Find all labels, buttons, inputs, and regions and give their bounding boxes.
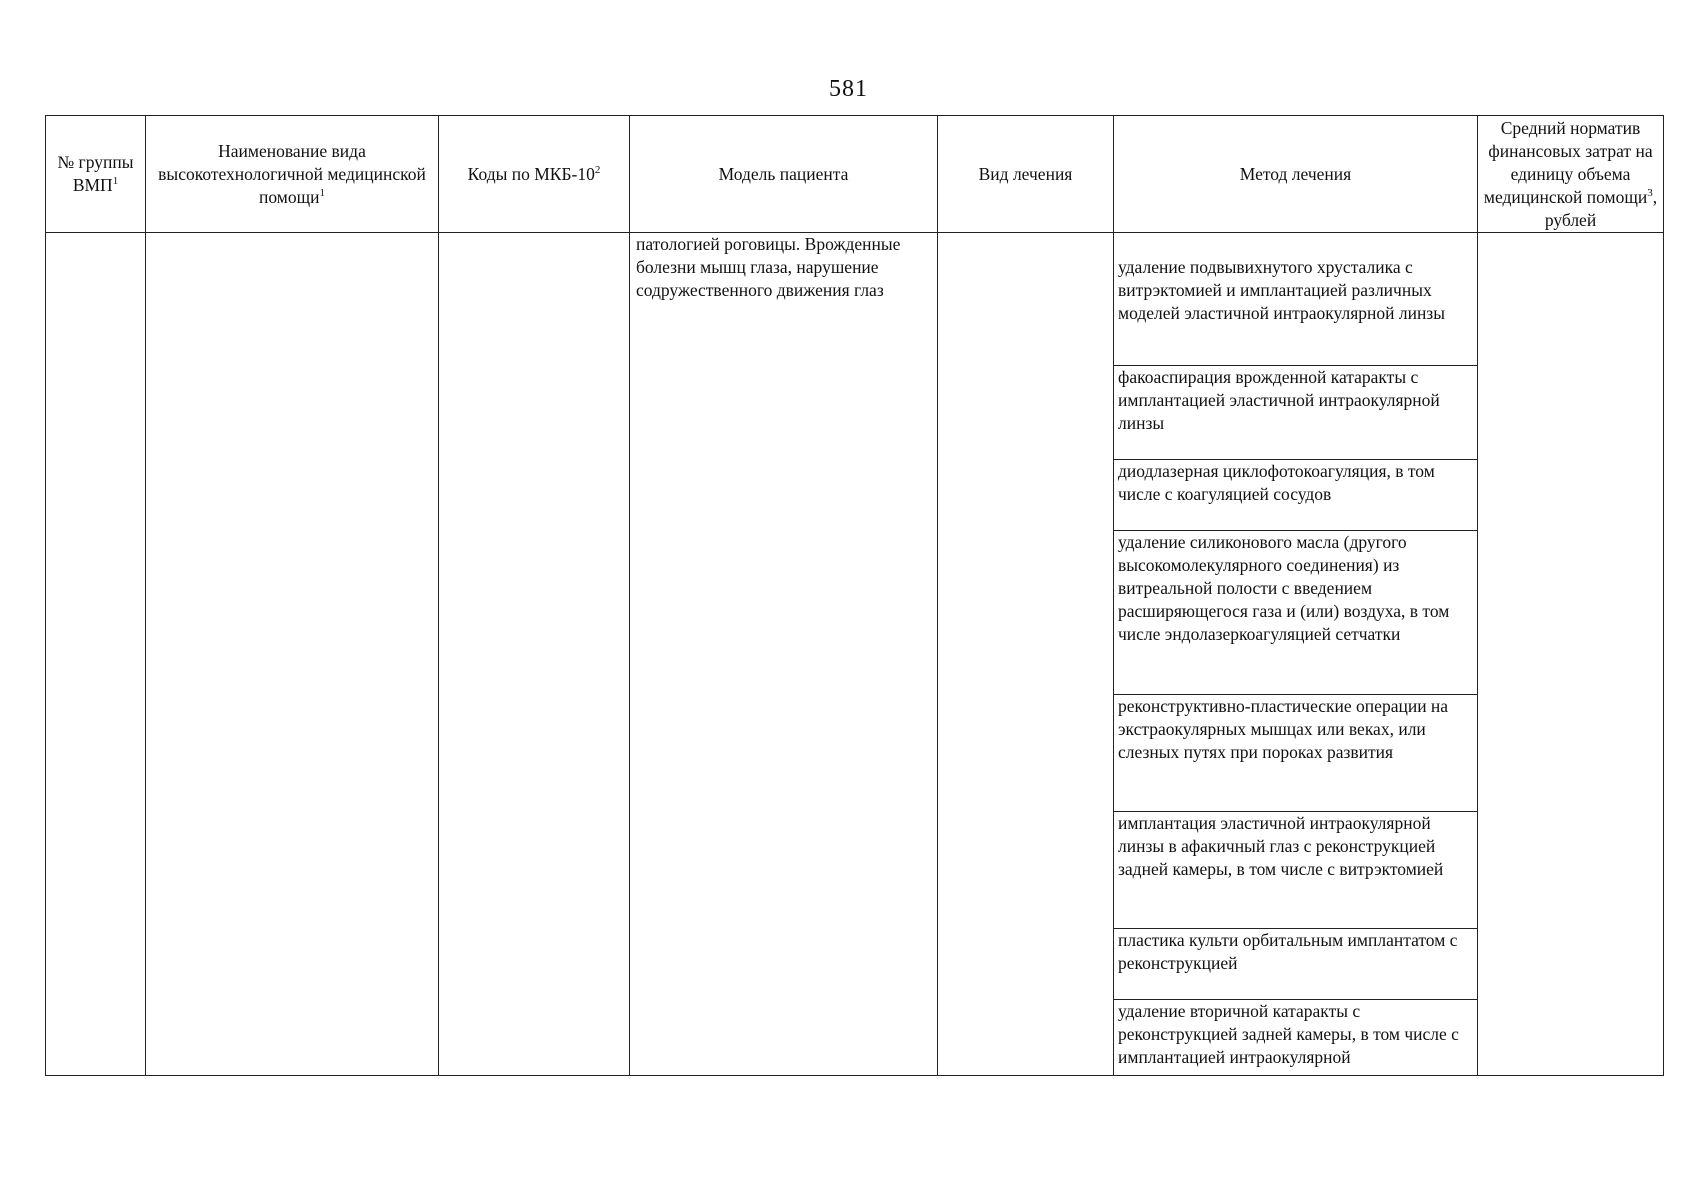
cell-group-no bbox=[46, 233, 146, 1076]
header-type-name: Наименование вида высокотехнологичной медицинской помощи$^1$ bbox=[146, 116, 439, 233]
header-cost-norm: Средний норматив финансовых затрат на единицу объема медицинской помощи$^3$, рублей bbox=[1478, 116, 1664, 233]
cell-patient-model: патологией роговицы. Врожденные болезни мышц глаза, нарушение содружественного движения глаз bbox=[630, 233, 938, 1076]
cell-type-name bbox=[146, 233, 439, 1076]
table-header-row bbox=[46, 116, 1664, 233]
method-item: диодлазерная циклофотокоагуляция, в том числе с коагуляцией сосудов bbox=[1114, 460, 1477, 531]
header-treatment-method: Метод лечения bbox=[1114, 116, 1478, 233]
methods-top-gap bbox=[1114, 233, 1477, 256]
cell-treatment-type bbox=[938, 233, 1114, 1076]
treatment-table bbox=[45, 115, 1664, 1076]
header-group-no: № группы ВМП$^1$ bbox=[46, 116, 146, 233]
cell-cost bbox=[1478, 233, 1664, 1076]
header-patient-model: Модель пациента bbox=[630, 116, 938, 233]
table-row bbox=[46, 233, 1664, 1076]
method-item: пластика культи орбитальным имплантатом с реконструкцией bbox=[1114, 929, 1477, 1000]
header-icd-codes: Коды по МКБ-$10^2$ bbox=[439, 116, 630, 233]
method-item: удаление силиконового масла (другого высокомолекулярного соединения) из витреальной полости с введением расширяющегося газа и (или) воздуха, в том числе эндолазеркоагуляцией сетчатки bbox=[1114, 531, 1477, 695]
cell-icd-codes bbox=[439, 233, 630, 1076]
page-number: 581 bbox=[829, 76, 868, 102]
method-item: факоаспирация врожденной катаракты с имплантацией эластичной интраокулярной линзы bbox=[1114, 366, 1477, 460]
method-item: удаление вторичной катаракты с реконструкцией задней камеры, в том числе с имплантацией интраокулярной bbox=[1118, 1001, 1459, 1067]
header-treatment-type: Вид лечения bbox=[938, 116, 1114, 233]
method-item: удаление подвывихнутого хрусталика с витрэктомией и имплантацией различных моделей эластичной интраокулярной линзы bbox=[1114, 256, 1477, 366]
method-item: реконструктивно-пластические операции на экстраокулярных мышцах или веках, или слезных путях при пороках развития bbox=[1114, 695, 1477, 812]
cell-treatment-methods bbox=[1114, 233, 1478, 1076]
method-item: имплантация эластичной интраокулярной линзы в афакичный глаз с реконструкцией задней камеры, в том числе с витрэктомией bbox=[1114, 812, 1477, 929]
